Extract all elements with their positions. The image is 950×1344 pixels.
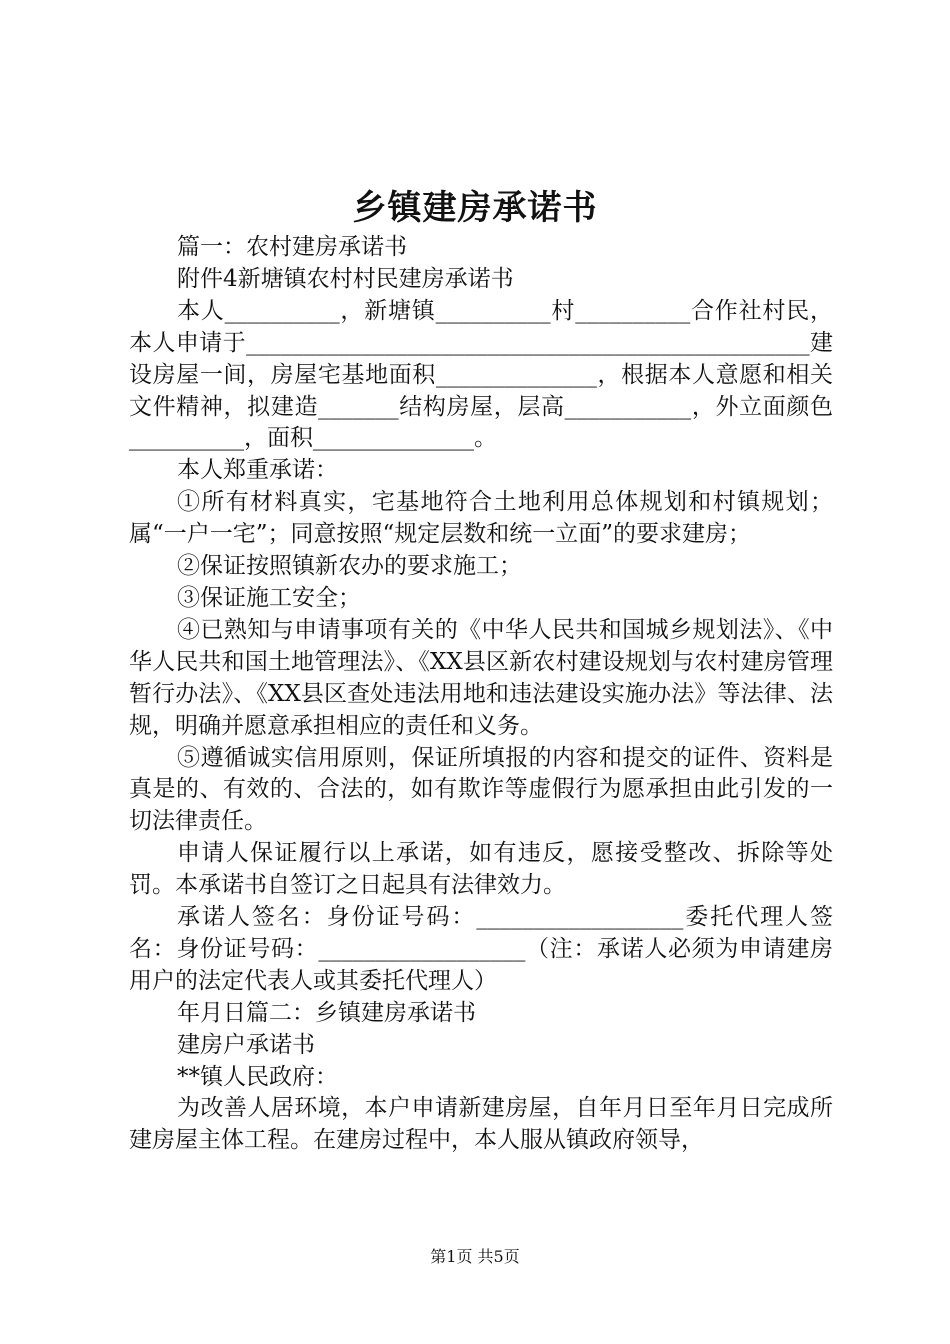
paragraph: 附件4新塘镇农村村民建房承诺书 xyxy=(177,265,514,292)
paragraph: 建房户承诺书 xyxy=(177,1031,315,1058)
paragraph: ④已熟知与申请事项有关的《中华人民共和国城乡规划法》、《中华人民共和国土地管理法》、《XX县区新农村建设规划与农村建房管理暂行办法》、《XX县区查处违法用地和违法建设实施办法》等法律、法规，明确并愿意承担相应的责任和义务。 xyxy=(129,616,833,739)
paragraph: 篇一：农村建房承诺书 xyxy=(177,234,407,260)
paragraph: ③保证施工安全； xyxy=(177,584,361,611)
paragraph: ⑤遵循诚实信用原则，保证所填报的内容和提交的证件、资料是真是的、有效的、合法的，如有欺诈等虚假行为愿承担由此引发的一切法律责任。 xyxy=(129,744,833,835)
paragraph: ①所有材料真实，宅基地符合土地利用总体规划和村镇规划；属“一户一宅”；同意按照“规定层数和统一立面”的要求建房； xyxy=(129,489,833,548)
document-body xyxy=(129,232,833,1157)
paragraph: ②保证按照镇新农办的要求施工； xyxy=(177,553,522,580)
page-footer xyxy=(0,1246,950,1268)
paragraph: 承诺人签名：身份证号码：__________________委托代理人签名：身份证号码：__________________（注：承诺人必须为申请建房用户的法定代表人或其委托代理人） xyxy=(129,904,833,994)
paragraph: 为改善人居环境，本户申请新建房屋，自年月日至年月日完成所建房屋主体工程。在建房过程中，本人服从镇政府领导， xyxy=(129,1095,833,1154)
paragraph: 年月日篇二：乡镇建房承诺书 xyxy=(177,999,476,1026)
page-number: 第1页 共5页 xyxy=(430,1247,520,1266)
paragraph: 本人__________，新塘镇__________村__________合作社村民，本人申请于_________________________________________________建设房屋一间，房屋宅基地面积______________，根据本人意愿和相关文件精神，拟建造_______结构房屋，层高___________，外立面颜色__________，面积______________。 xyxy=(129,297,833,452)
paragraph: **镇人民政府： xyxy=(177,1063,338,1090)
document-title: 乡镇建房承诺书 xyxy=(352,188,598,228)
paragraph: 本人郑重承诺： xyxy=(177,457,338,484)
paragraph: 申请人保证履行以上承诺，如有违反，愿接受整改、拆除等处罚。本承诺书自签订之日起具有法律效力。 xyxy=(129,840,833,899)
